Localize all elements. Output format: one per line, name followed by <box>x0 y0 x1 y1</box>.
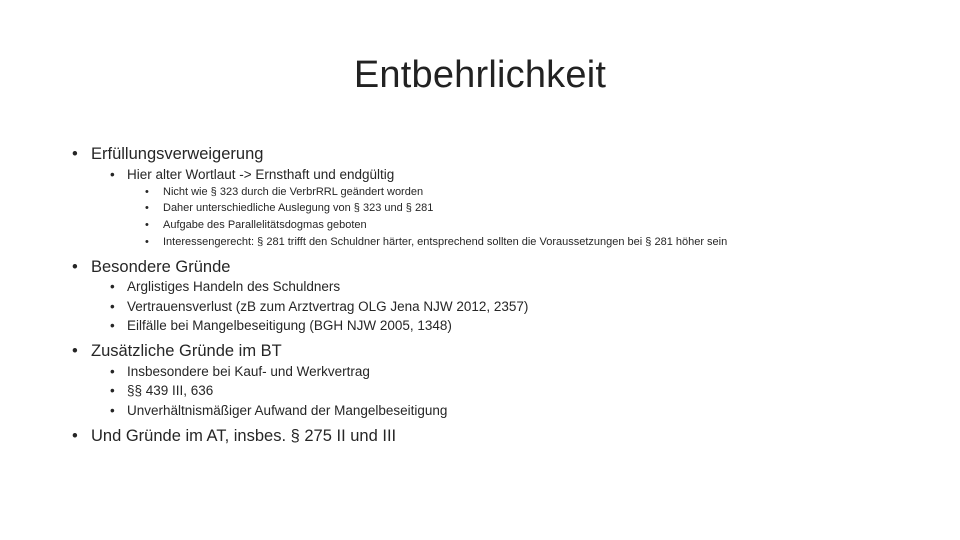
bullet-text: Zusätzliche Gründe im BT <box>91 342 282 360</box>
subbullet-text: Unverhältnismäßiger Aufwand der Mangelbeseitigung <box>127 403 448 418</box>
subsubbullet-text: Daher unterschiedliche Auslegung von § 323 und § 281 <box>163 202 434 214</box>
subsubbullet-text: Aufgabe des Parallelitätsdogmas geboten <box>163 219 367 231</box>
subbullet-text: §§ 439 III, 636 <box>127 383 214 398</box>
bullet-icon: • <box>145 219 149 231</box>
subbullet-text: Arglistiges Handeln des Schuldners <box>127 279 341 294</box>
bullet-icon: • <box>110 364 115 379</box>
subbullet-text: Insbesondere bei Kauf- und Werkvertrag <box>127 364 370 379</box>
bullet-icon: • <box>110 383 115 398</box>
bullet-icon: • <box>145 236 149 248</box>
bullet-text: Erfüllungsverweigerung <box>91 145 264 163</box>
bullet-icon: • <box>145 202 149 214</box>
bullet-text: Besondere Gründe <box>91 258 231 276</box>
bullet-icon: • <box>110 318 115 333</box>
bullet-icon: • <box>110 167 115 182</box>
bullet-icon: • <box>72 258 78 276</box>
subsubbullet-text: Interessengerecht: § 281 trifft den Schuldner härter, entsprechend sollten die Voraussetzungen bei § 281 höher sein <box>163 236 728 248</box>
bullet-icon: • <box>72 427 78 445</box>
subsubbullet-text: Nicht wie § 323 durch die VerbrRRL geändert worden <box>163 186 424 198</box>
bullet-icon: • <box>145 186 149 198</box>
bullet-text: Und Gründe im AT, insbes. § 275 II und III <box>91 427 397 445</box>
subbullet-text: Hier alter Wortlaut -> Ernsthaft und endgültig <box>127 167 395 182</box>
slide-title: Entbehrlichkeit <box>353 54 607 96</box>
bullet-icon: • <box>110 403 115 418</box>
bullet-icon: • <box>72 145 78 163</box>
bullet-icon: • <box>72 342 78 360</box>
subbullet-text: Eilfälle bei Mangelbeseitigung (BGH NJW 2005, 1348) <box>127 318 452 333</box>
bullet-icon: • <box>110 279 115 294</box>
subbullet-text: Vertrauensverlust (zB zum Arztvertrag OLG Jena NJW 2012, 2357) <box>127 299 529 314</box>
bullet-icon: • <box>110 299 115 314</box>
